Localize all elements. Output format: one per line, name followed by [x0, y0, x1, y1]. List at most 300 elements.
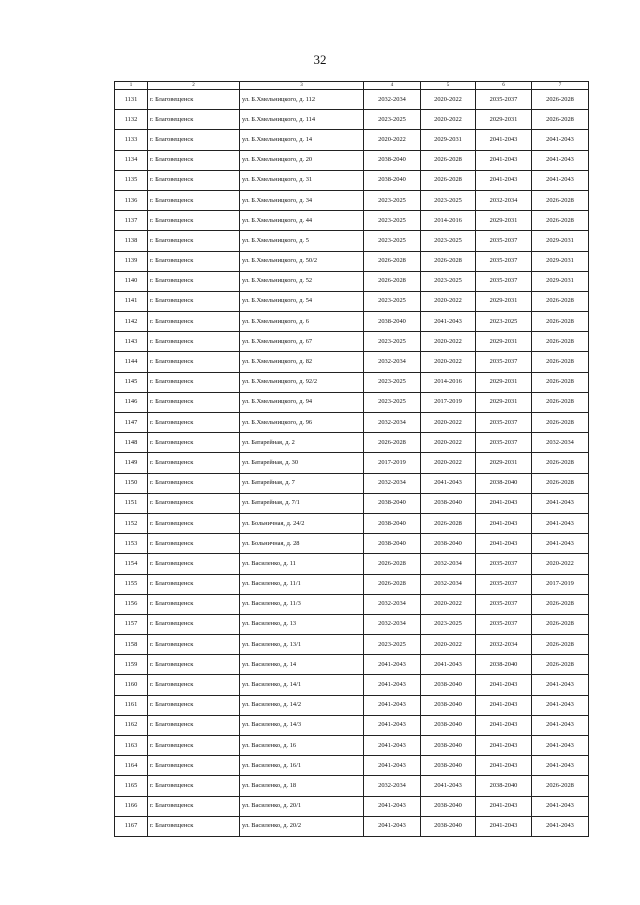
table-row	[115, 312, 589, 332]
period-cell: 2029-2031	[421, 130, 476, 150]
period-cell: 2023-2025	[421, 231, 476, 251]
period-cell: 2041-2043	[532, 130, 589, 150]
table-row	[115, 413, 589, 433]
period-cell: 2041-2043	[476, 715, 532, 735]
row-number: 1138	[115, 231, 148, 251]
period-cell: 2032-2034	[532, 433, 589, 453]
period-cell: 2038-2040	[364, 493, 421, 513]
address-cell: ул. Б.Хмельницкого, д. 44	[240, 211, 364, 231]
period-cell: 2041-2043	[476, 675, 532, 695]
city-cell: г. Благовещенск	[148, 190, 240, 210]
period-cell: 2032-2034	[364, 413, 421, 433]
address-cell: ул. Батарейная, д. 7/1	[240, 493, 364, 513]
period-cell: 2026-2028	[532, 392, 589, 412]
city-cell: г. Благовещенск	[148, 534, 240, 554]
period-cell: 2026-2028	[532, 614, 589, 634]
address-cell: ул. Б.Хмельницкого, д. 114	[240, 110, 364, 130]
period-cell: 2041-2043	[532, 736, 589, 756]
period-cell: 2020-2022	[421, 453, 476, 473]
row-number: 1151	[115, 493, 148, 513]
period-cell: 2026-2028	[532, 372, 589, 392]
table-row	[115, 756, 589, 776]
period-cell: 2041-2043	[476, 493, 532, 513]
period-cell: 2038-2040	[421, 796, 476, 816]
address-cell: ул. Б.Хмельницкого, д. 5	[240, 231, 364, 251]
period-cell: 2041-2043	[532, 513, 589, 533]
period-cell: 2017-2019	[532, 574, 589, 594]
city-cell: г. Благовещенск	[148, 352, 240, 372]
row-number: 1131	[115, 90, 148, 110]
table-row	[115, 776, 589, 796]
period-cell: 2041-2043	[476, 756, 532, 776]
city-cell: г. Благовещенск	[148, 736, 240, 756]
city-cell: г. Благовещенск	[148, 594, 240, 614]
table-row	[115, 796, 589, 816]
row-number: 1153	[115, 534, 148, 554]
row-number: 1133	[115, 130, 148, 150]
period-cell: 2041-2043	[532, 715, 589, 735]
column-number: 5	[421, 82, 476, 90]
period-cell: 2035-2037	[476, 413, 532, 433]
period-cell: 2041-2043	[532, 756, 589, 776]
city-cell: г. Благовещенск	[148, 110, 240, 130]
period-cell: 2023-2025	[421, 271, 476, 291]
period-cell: 2041-2043	[532, 493, 589, 513]
period-cell: 2026-2028	[532, 90, 589, 110]
period-cell: 2029-2031	[476, 392, 532, 412]
city-cell: г. Благовещенск	[148, 796, 240, 816]
table-row	[115, 130, 589, 150]
period-cell: 2041-2043	[532, 150, 589, 170]
period-cell: 2035-2037	[476, 90, 532, 110]
housing-schedule-table	[114, 81, 589, 837]
period-cell: 2041-2043	[476, 130, 532, 150]
address-cell: ул. Б.Хмельницкого, д. 67	[240, 332, 364, 352]
city-cell: г. Благовещенск	[148, 170, 240, 190]
table-row	[115, 190, 589, 210]
table-row	[115, 352, 589, 372]
table-row	[115, 150, 589, 170]
row-number: 1165	[115, 776, 148, 796]
column-number-row	[115, 82, 589, 90]
row-number: 1166	[115, 796, 148, 816]
row-number: 1157	[115, 614, 148, 634]
column-number: 4	[364, 82, 421, 90]
table-row	[115, 251, 589, 271]
period-cell: 2020-2022	[421, 352, 476, 372]
table-row	[115, 736, 589, 756]
address-cell: ул. Б.Хмельницкого, д. 92/2	[240, 372, 364, 392]
address-cell: ул. Б.Хмельницкого, д. 82	[240, 352, 364, 372]
city-cell: г. Благовещенск	[148, 614, 240, 634]
address-cell: ул. Василенко, д. 14	[240, 655, 364, 675]
city-cell: г. Благовещенск	[148, 816, 240, 836]
city-cell: г. Благовещенск	[148, 211, 240, 231]
period-cell: 2017-2019	[421, 392, 476, 412]
address-cell: ул. Василенко, д. 18	[240, 776, 364, 796]
period-cell: 2029-2031	[476, 453, 532, 473]
period-cell: 2020-2022	[364, 130, 421, 150]
period-cell: 2041-2043	[532, 534, 589, 554]
address-cell: ул. Б.Хмельницкого, д. 20	[240, 150, 364, 170]
city-cell: г. Благовещенск	[148, 453, 240, 473]
period-cell: 2020-2022	[421, 594, 476, 614]
address-cell: ул. Б.Хмельницкого, д. 94	[240, 392, 364, 412]
period-cell: 2026-2028	[421, 513, 476, 533]
period-cell: 2032-2034	[364, 473, 421, 493]
period-cell: 2035-2037	[476, 271, 532, 291]
period-cell: 2038-2040	[421, 675, 476, 695]
table-header	[115, 82, 589, 90]
table-row	[115, 614, 589, 634]
period-cell: 2020-2022	[421, 413, 476, 433]
period-cell: 2029-2031	[476, 372, 532, 392]
period-cell: 2026-2028	[364, 433, 421, 453]
table-row	[115, 816, 589, 836]
period-cell: 2038-2040	[421, 756, 476, 776]
table-row	[115, 635, 589, 655]
city-cell: г. Благовещенск	[148, 574, 240, 594]
period-cell: 2041-2043	[364, 796, 421, 816]
row-number: 1136	[115, 190, 148, 210]
row-number: 1152	[115, 513, 148, 533]
row-number: 1159	[115, 655, 148, 675]
period-cell: 2032-2034	[476, 190, 532, 210]
period-cell: 2041-2043	[364, 715, 421, 735]
period-cell: 2041-2043	[476, 695, 532, 715]
period-cell: 2026-2028	[532, 190, 589, 210]
period-cell: 2035-2037	[476, 251, 532, 271]
period-cell: 2026-2028	[532, 635, 589, 655]
city-cell: г. Благовещенск	[148, 695, 240, 715]
period-cell: 2023-2025	[364, 231, 421, 251]
period-cell: 2035-2037	[476, 231, 532, 251]
city-cell: г. Благовещенск	[148, 715, 240, 735]
period-cell: 2026-2028	[364, 574, 421, 594]
period-cell: 2041-2043	[421, 312, 476, 332]
row-number: 1134	[115, 150, 148, 170]
period-cell: 2038-2040	[421, 715, 476, 735]
period-cell: 2029-2031	[476, 211, 532, 231]
period-cell: 2041-2043	[421, 655, 476, 675]
period-cell: 2038-2040	[364, 170, 421, 190]
period-cell: 2026-2028	[532, 413, 589, 433]
period-cell: 2014-2016	[421, 211, 476, 231]
address-cell: ул. Б.Хмельницкого, д. 50/2	[240, 251, 364, 271]
period-cell: 2023-2025	[421, 190, 476, 210]
address-cell: ул. Василенко, д. 20/2	[240, 816, 364, 836]
city-cell: г. Благовещенск	[148, 655, 240, 675]
period-cell: 2026-2028	[364, 271, 421, 291]
row-number: 1155	[115, 574, 148, 594]
address-cell: ул. Больничная, д. 28	[240, 534, 364, 554]
table-body	[115, 90, 589, 837]
period-cell: 2041-2043	[532, 816, 589, 836]
column-number: 6	[476, 82, 532, 90]
row-number: 1150	[115, 473, 148, 493]
table-row	[115, 90, 589, 110]
period-cell: 2026-2028	[532, 453, 589, 473]
address-cell: ул. Б.Хмельницкого, д. 52	[240, 271, 364, 291]
address-cell: ул. Василенко, д. 13/1	[240, 635, 364, 655]
period-cell: 2020-2022	[421, 110, 476, 130]
address-cell: ул. Василенко, д. 11/1	[240, 574, 364, 594]
period-cell: 2026-2028	[532, 352, 589, 372]
period-cell: 2041-2043	[421, 776, 476, 796]
city-cell: г. Благовещенск	[148, 675, 240, 695]
period-cell: 2032-2034	[364, 776, 421, 796]
table-row	[115, 211, 589, 231]
city-cell: г. Благовещенск	[148, 231, 240, 251]
address-cell: ул. Батарейная, д. 2	[240, 433, 364, 453]
period-cell: 2038-2040	[421, 493, 476, 513]
table-row	[115, 675, 589, 695]
period-cell: 2041-2043	[532, 675, 589, 695]
table-row	[115, 594, 589, 614]
period-cell: 2029-2031	[476, 110, 532, 130]
column-number: 2	[148, 82, 240, 90]
row-number: 1145	[115, 372, 148, 392]
table-row	[115, 372, 589, 392]
address-cell: ул. Б.Хмельницкого, д. 34	[240, 190, 364, 210]
period-cell: 2020-2022	[421, 433, 476, 453]
period-cell: 2041-2043	[532, 796, 589, 816]
period-cell: 2020-2022	[421, 291, 476, 311]
period-cell: 2038-2040	[364, 150, 421, 170]
period-cell: 2026-2028	[532, 211, 589, 231]
column-number: 3	[240, 82, 364, 90]
period-cell: 2041-2043	[532, 695, 589, 715]
row-number: 1160	[115, 675, 148, 695]
table-row	[115, 513, 589, 533]
table-row	[115, 534, 589, 554]
address-cell: ул. Б.Хмельницкого, д. 96	[240, 413, 364, 433]
table-row	[115, 473, 589, 493]
row-number: 1142	[115, 312, 148, 332]
row-number: 1140	[115, 271, 148, 291]
period-cell: 2041-2043	[532, 170, 589, 190]
period-cell: 2038-2040	[364, 534, 421, 554]
column-number: 7	[532, 82, 589, 90]
period-cell: 2041-2043	[364, 695, 421, 715]
period-cell: 2023-2025	[364, 291, 421, 311]
period-cell: 2026-2028	[421, 150, 476, 170]
period-cell: 2041-2043	[476, 534, 532, 554]
period-cell: 2035-2037	[476, 614, 532, 634]
period-cell: 2020-2022	[421, 332, 476, 352]
address-cell: ул. Батарейная, д. 7	[240, 473, 364, 493]
table-row	[115, 332, 589, 352]
period-cell: 2041-2043	[476, 170, 532, 190]
city-cell: г. Благовещенск	[148, 635, 240, 655]
period-cell: 2026-2028	[532, 655, 589, 675]
city-cell: г. Благовещенск	[148, 776, 240, 796]
table-row	[115, 453, 589, 473]
address-cell: ул. Б.Хмельницкого, д. 54	[240, 291, 364, 311]
period-cell: 2032-2034	[421, 574, 476, 594]
period-cell: 2026-2028	[532, 332, 589, 352]
table-row	[115, 695, 589, 715]
period-cell: 2023-2025	[364, 635, 421, 655]
period-cell: 2026-2028	[532, 776, 589, 796]
address-cell: ул. Б.Хмельницкого, д. 31	[240, 170, 364, 190]
table-row	[115, 110, 589, 130]
city-cell: г. Благовещенск	[148, 312, 240, 332]
row-number: 1163	[115, 736, 148, 756]
period-cell: 2041-2043	[364, 756, 421, 776]
table-row	[115, 493, 589, 513]
row-number: 1162	[115, 715, 148, 735]
period-cell: 2041-2043	[476, 736, 532, 756]
city-cell: г. Благовещенск	[148, 473, 240, 493]
row-number: 1135	[115, 170, 148, 190]
city-cell: г. Благовещенск	[148, 554, 240, 574]
period-cell: 2041-2043	[476, 513, 532, 533]
address-cell: ул. Василенко, д. 11/3	[240, 594, 364, 614]
period-cell: 2038-2040	[364, 513, 421, 533]
row-number: 1137	[115, 211, 148, 231]
table-row	[115, 554, 589, 574]
city-cell: г. Благовещенск	[148, 392, 240, 412]
table-row	[115, 170, 589, 190]
period-cell: 2029-2031	[532, 251, 589, 271]
row-number: 1147	[115, 413, 148, 433]
table-row	[115, 433, 589, 453]
table-row	[115, 715, 589, 735]
period-cell: 2023-2025	[364, 332, 421, 352]
row-number: 1167	[115, 816, 148, 836]
period-cell: 2041-2043	[364, 675, 421, 695]
period-cell: 2038-2040	[364, 312, 421, 332]
period-cell: 2032-2034	[476, 635, 532, 655]
period-cell: 2023-2025	[364, 110, 421, 130]
period-cell: 2038-2040	[421, 534, 476, 554]
period-cell: 2026-2028	[532, 473, 589, 493]
period-cell: 2029-2031	[532, 231, 589, 251]
city-cell: г. Благовещенск	[148, 90, 240, 110]
period-cell: 2035-2037	[476, 433, 532, 453]
address-cell: ул. Б.Хмельницкого, д. 112	[240, 90, 364, 110]
table-row	[115, 231, 589, 251]
address-cell: ул. Б.Хмельницкого, д. 14	[240, 130, 364, 150]
row-number: 1154	[115, 554, 148, 574]
period-cell: 2023-2025	[364, 392, 421, 412]
period-cell: 2032-2034	[421, 554, 476, 574]
period-cell: 2035-2037	[476, 594, 532, 614]
period-cell: 2032-2034	[364, 90, 421, 110]
period-cell: 2041-2043	[364, 655, 421, 675]
address-cell: ул. Василенко, д. 14/1	[240, 675, 364, 695]
row-number: 1161	[115, 695, 148, 715]
period-cell: 2041-2043	[364, 736, 421, 756]
period-cell: 2020-2022	[421, 635, 476, 655]
period-cell: 2026-2028	[532, 312, 589, 332]
period-cell: 2023-2025	[421, 614, 476, 634]
address-cell: ул. Батарейная, д. 30	[240, 453, 364, 473]
city-cell: г. Благовещенск	[148, 513, 240, 533]
period-cell: 2032-2034	[364, 352, 421, 372]
row-number: 1141	[115, 291, 148, 311]
address-cell: ул. Василенко, д. 16	[240, 736, 364, 756]
period-cell: 2038-2040	[421, 816, 476, 836]
period-cell: 2029-2031	[532, 271, 589, 291]
period-cell: 2035-2037	[476, 574, 532, 594]
period-cell: 2035-2037	[476, 352, 532, 372]
row-number: 1158	[115, 635, 148, 655]
address-cell: ул. Василенко, д. 20/1	[240, 796, 364, 816]
period-cell: 2014-2016	[421, 372, 476, 392]
period-cell: 2020-2022	[421, 90, 476, 110]
row-number: 1146	[115, 392, 148, 412]
city-cell: г. Благовещенск	[148, 413, 240, 433]
city-cell: г. Благовещенск	[148, 493, 240, 513]
address-cell: ул. Василенко, д. 13	[240, 614, 364, 634]
period-cell: 2026-2028	[421, 251, 476, 271]
row-number: 1143	[115, 332, 148, 352]
period-cell: 2026-2028	[421, 170, 476, 190]
row-number: 1149	[115, 453, 148, 473]
row-number: 1132	[115, 110, 148, 130]
city-cell: г. Благовещенск	[148, 332, 240, 352]
city-cell: г. Благовещенск	[148, 291, 240, 311]
period-cell: 2026-2028	[364, 251, 421, 271]
row-number: 1156	[115, 594, 148, 614]
period-cell: 2020-2022	[532, 554, 589, 574]
period-cell: 2017-2019	[364, 453, 421, 473]
period-cell: 2023-2025	[364, 211, 421, 231]
period-cell: 2026-2028	[364, 554, 421, 574]
period-cell: 2041-2043	[476, 796, 532, 816]
period-cell: 2041-2043	[476, 150, 532, 170]
column-number: 1	[115, 82, 148, 90]
period-cell: 2023-2025	[364, 190, 421, 210]
period-cell: 2035-2037	[476, 554, 532, 574]
period-cell: 2038-2040	[421, 695, 476, 715]
period-cell: 2041-2043	[476, 816, 532, 836]
row-number: 1139	[115, 251, 148, 271]
period-cell: 2038-2040	[476, 776, 532, 796]
table-row	[115, 655, 589, 675]
table-row	[115, 574, 589, 594]
period-cell: 2032-2034	[364, 594, 421, 614]
city-cell: г. Благовещенск	[148, 251, 240, 271]
period-cell: 2026-2028	[532, 291, 589, 311]
table-row	[115, 291, 589, 311]
city-cell: г. Благовещенск	[148, 756, 240, 776]
table-row	[115, 271, 589, 291]
period-cell: 2029-2031	[476, 291, 532, 311]
period-cell: 2026-2028	[532, 594, 589, 614]
period-cell: 2038-2040	[476, 655, 532, 675]
address-cell: ул. Василенко, д. 14/3	[240, 715, 364, 735]
period-cell: 2041-2043	[421, 473, 476, 493]
period-cell: 2032-2034	[364, 614, 421, 634]
city-cell: г. Благовещенск	[148, 150, 240, 170]
address-cell: ул. Василенко, д. 16/1	[240, 756, 364, 776]
period-cell: 2038-2040	[476, 473, 532, 493]
period-cell: 2029-2031	[476, 332, 532, 352]
period-cell: 2023-2025	[364, 372, 421, 392]
city-cell: г. Благовещенск	[148, 372, 240, 392]
period-cell: 2026-2028	[532, 110, 589, 130]
city-cell: г. Благовещенск	[148, 433, 240, 453]
city-cell: г. Благовещенск	[148, 271, 240, 291]
period-cell: 2041-2043	[364, 816, 421, 836]
period-cell: 2023-2025	[476, 312, 532, 332]
row-number: 1148	[115, 433, 148, 453]
address-cell: ул. Б.Хмельницкого, д. 6	[240, 312, 364, 332]
page-number: 32	[313, 52, 327, 67]
